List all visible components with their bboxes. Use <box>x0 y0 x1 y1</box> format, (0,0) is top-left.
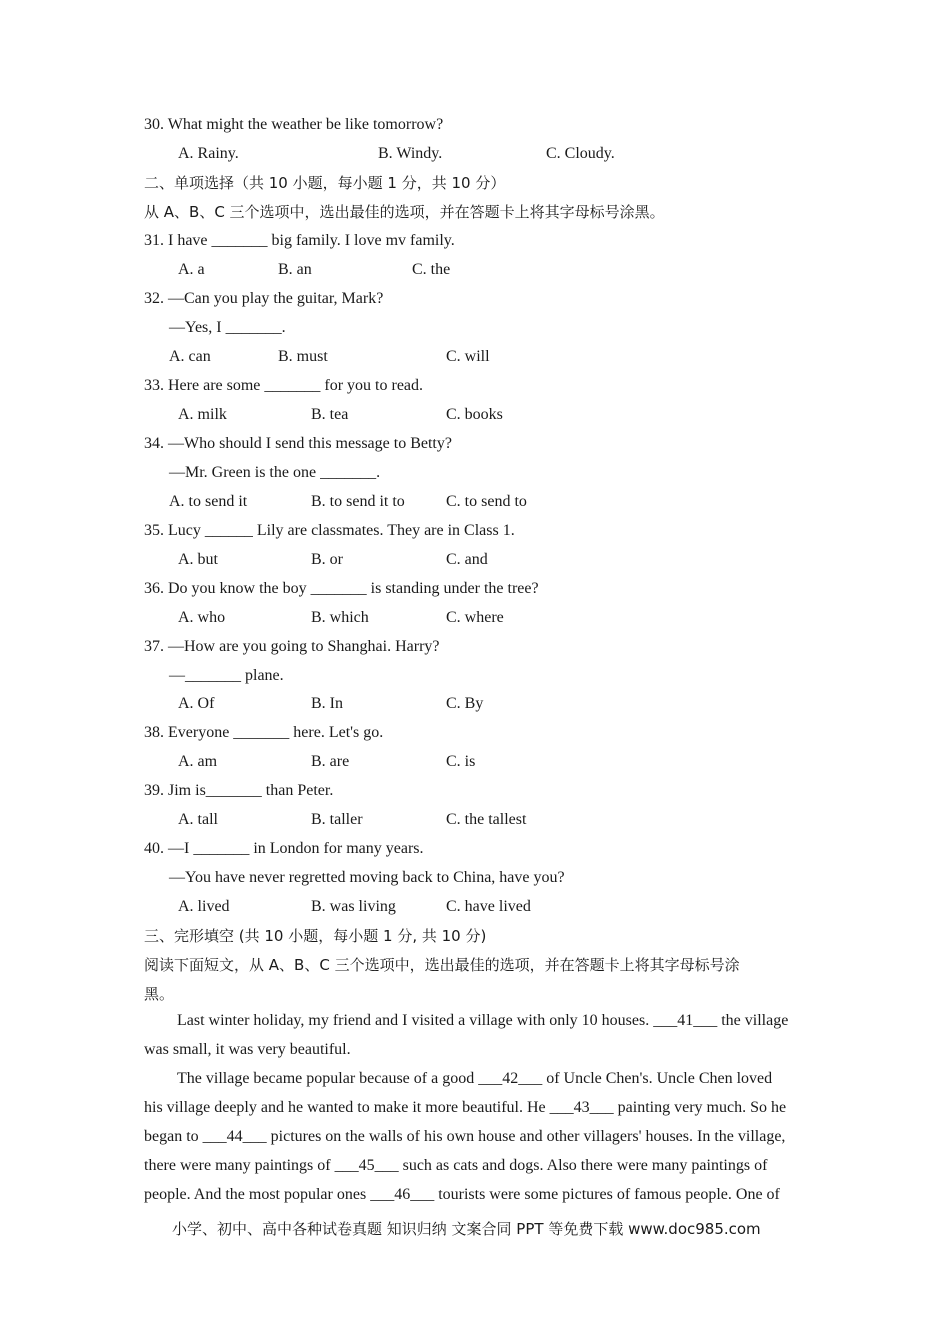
question-35-stem: 35. Lucy ______ Lily are classmates. They are in Class 1. <box>144 522 515 539</box>
question-30-option-a: A. Rainy. <box>178 145 239 162</box>
passage-line: his village deeply and he wanted to make it more beautiful. He ___43___ painting very much. So he <box>144 1099 787 1116</box>
question-37-option-a: A. Of <box>178 695 215 712</box>
question-35-option-b: B. or <box>311 551 343 568</box>
question-33-option-a: A. milk <box>178 406 227 423</box>
passage-line: Last winter holiday, my friend and I visited a village with only 10 houses. ___41___ the village <box>177 1012 789 1029</box>
question-38-option-b: B. are <box>311 753 350 770</box>
question-32-option-a: A. can <box>169 348 211 365</box>
question-30-option-b: B. Windy. <box>378 145 443 162</box>
question-37-option-b: B. In <box>311 695 343 712</box>
question-36-stem: 36. Do you know the boy _______ is standing under the tree? <box>144 580 539 597</box>
question-34-stem: 34. —Who should I send this message to Betty? <box>144 435 452 452</box>
question-31-option-a: A. a <box>178 261 205 278</box>
question-39-option-b: B. taller <box>311 811 363 828</box>
question-36-option-b: B. which <box>311 609 369 626</box>
question-33-stem: 33. Here are some _______ for you to read. <box>144 377 424 394</box>
section-3-title: 三、完形填空 (共 10 小题，每小题 1 分, 共 10 分) <box>144 927 487 945</box>
question-37-stem: 37. —How are you going to Shanghai. Harry? <box>144 638 440 655</box>
question-31-option-b: B. an <box>278 261 312 278</box>
question-39-option-a: A. tall <box>178 811 218 828</box>
passage-line: people. And the most popular ones ___46___ tourists were some pictures of famous people. One of <box>144 1186 780 1203</box>
question-35-option-a: A. but <box>178 551 218 568</box>
section-3-instruction-line2: 黑。 <box>144 985 175 1003</box>
question-31-stem: 31. I have _______ big family. I love mv family. <box>144 232 455 249</box>
question-34-option-a: A. to send it <box>169 493 248 510</box>
question-36-option-a: A. who <box>178 609 226 626</box>
question-36-option-c: C. where <box>446 609 504 626</box>
passage-line: The village became popular because of a good ___42___ of Uncle Chen's. Uncle Chen loved <box>177 1070 773 1087</box>
question-37-option-c: C. By <box>446 695 484 712</box>
cloze-passage <box>144 1006 808 1209</box>
question-34-option-b: B. to send it to <box>311 493 405 510</box>
passage-line: began to ___44___ pictures on the walls of his own house and other villagers' houses. In the village, <box>144 1128 786 1145</box>
question-33-option-b: B. tea <box>311 406 349 423</box>
question-38-stem: 38. Everyone _______ here. Let's go. <box>144 724 384 741</box>
section-3-instruction-line1: 阅读下面短文，从 A、B、C 三个选项中，选出最佳的选项，并在答题卡上将其字母标号涂 <box>144 956 740 974</box>
question-32-option-c: C. will <box>446 348 490 365</box>
question-40-line2: —You have never regretted moving back to China, have you? <box>169 869 565 886</box>
question-40-option-b: B. was living <box>311 898 396 915</box>
passage-line: was small, it was very beautiful. <box>144 1041 351 1058</box>
question-40-stem: 40. —I _______ in London for many years. <box>144 840 424 857</box>
question-30-stem: 30. What might the weather be like tomorrow? <box>144 116 444 133</box>
question-34-line2: —Mr. Green is the one _______. <box>169 464 381 481</box>
question-38-option-c: C. is <box>446 753 476 770</box>
section-2-title: 二、单项选择（共 10 小题，每小题 1 分，共 10 分） <box>144 174 506 192</box>
question-39-option-c: C. the tallest <box>446 811 527 828</box>
question-32-stem: 32. ―Can you play the guitar, Mark? <box>144 290 384 307</box>
question-37-line2: —_______ plane. <box>169 667 284 684</box>
question-39-stem: 39. Jim is_______ than Peter. <box>144 782 334 799</box>
question-38-option-a: A. am <box>178 753 218 770</box>
question-32-line2: —Yes, I _______. <box>169 319 286 336</box>
question-34-option-c: C. to send to <box>446 493 527 510</box>
question-40-option-c: C. have lived <box>446 898 531 915</box>
page-footer: 小学、初中、高中各种试卷真题 知识归纳 文案合同 PPT 等免费下载 www.doc985.com <box>172 1220 761 1238</box>
question-33-option-c: C. books <box>446 406 503 423</box>
question-40-option-a: A. lived <box>178 898 230 915</box>
passage-line: there were many paintings of ___45___ such as cats and dogs. Also there were many paintings of <box>144 1157 768 1174</box>
question-30-option-c: C. Cloudy. <box>546 145 615 162</box>
question-32-option-b: B. must <box>278 348 328 365</box>
section-2-instruction: 从 A、B、C 三个选项中，选出最佳的选项，并在答题卡上将其字母标号涂黑。 <box>144 203 665 221</box>
question-31-option-c: C. the <box>412 261 451 278</box>
question-35-option-c: C. and <box>446 551 488 568</box>
